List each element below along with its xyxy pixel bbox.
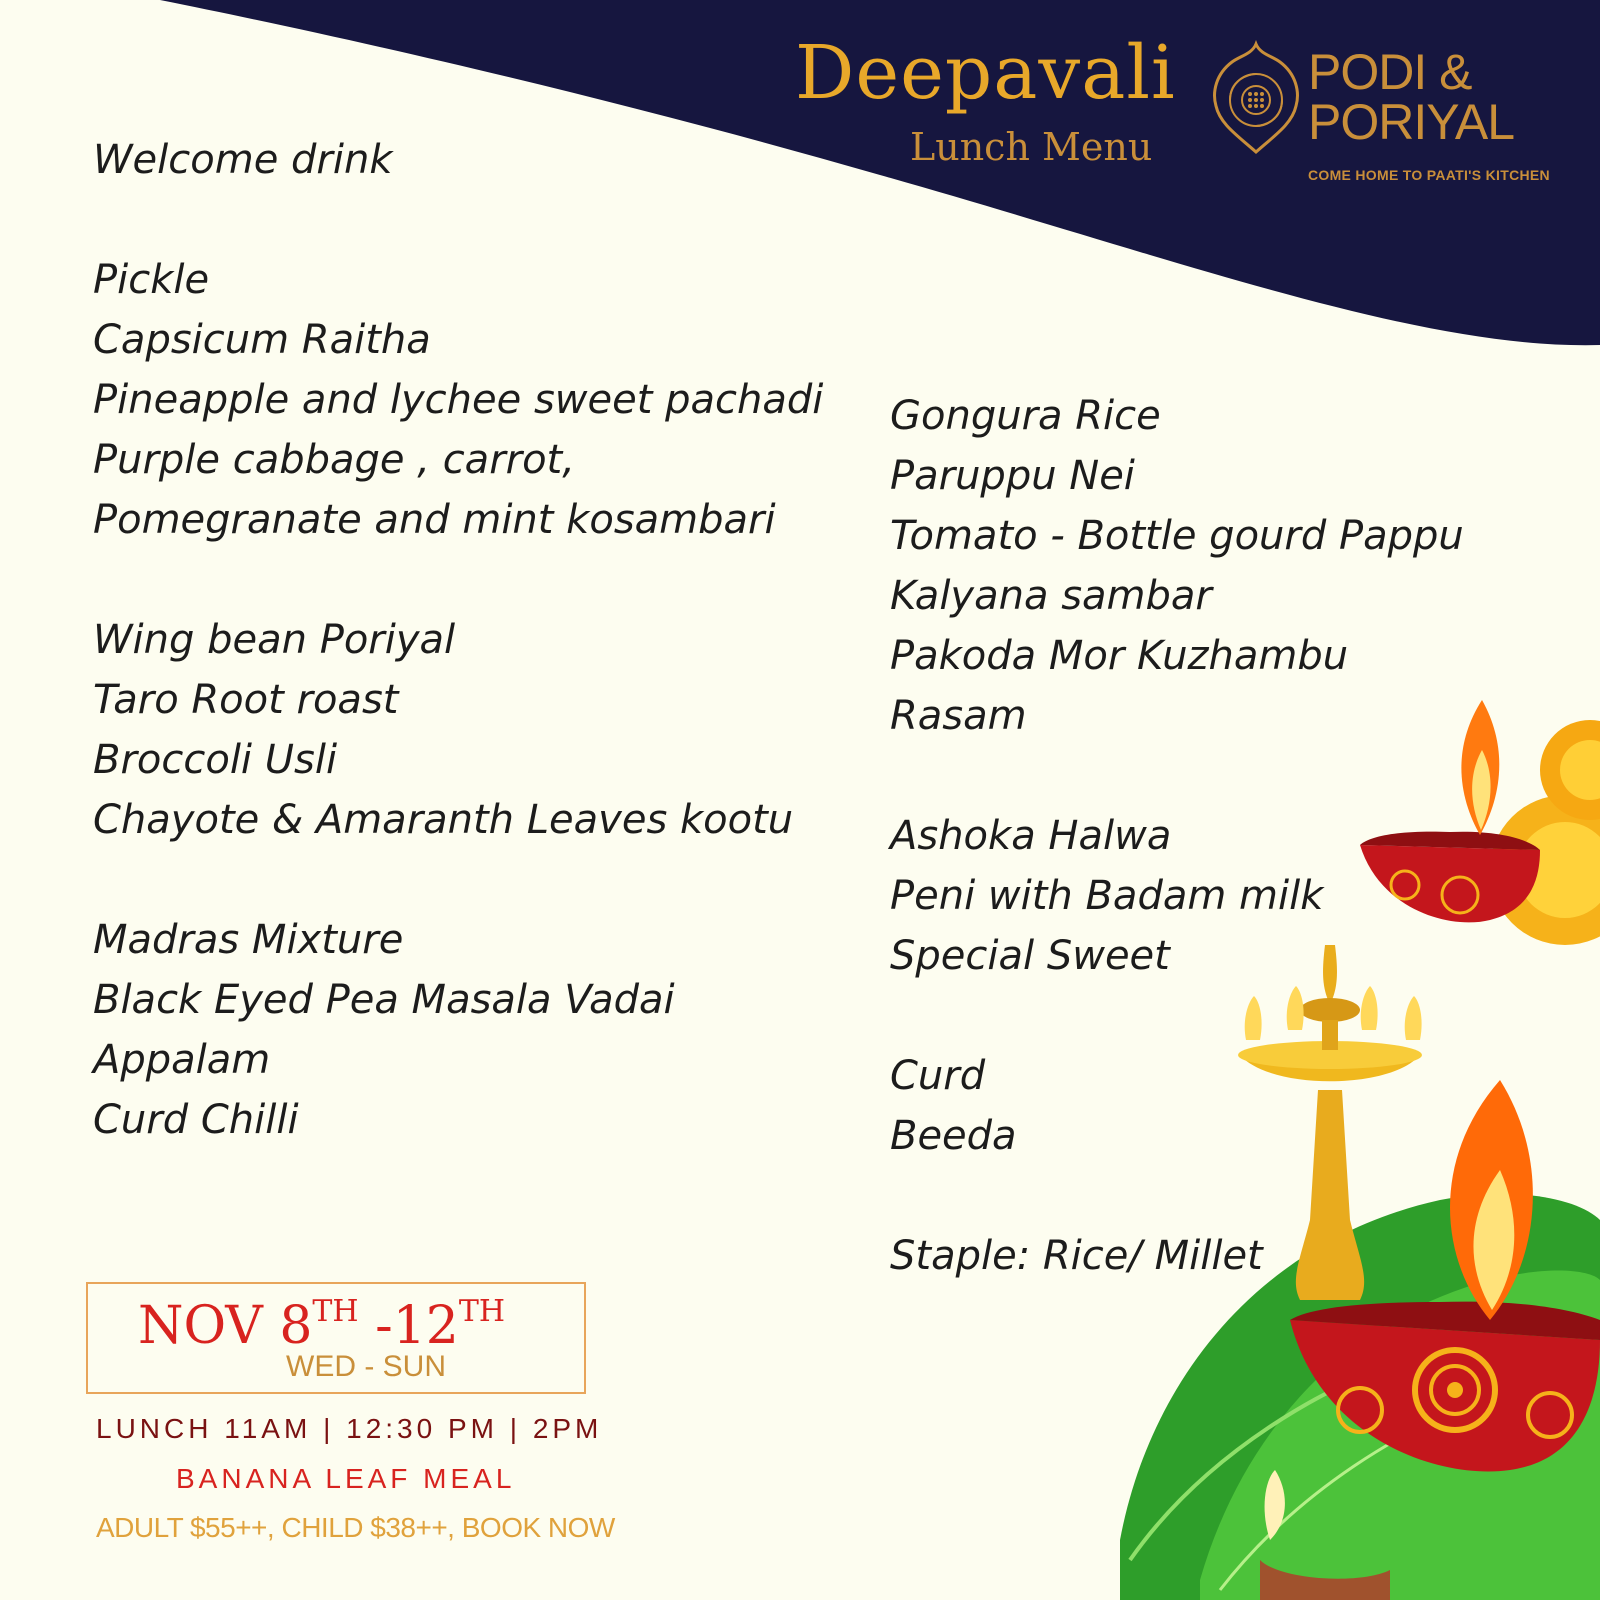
brand-logo-icon [1208, 40, 1304, 158]
menu-item: Pickle [93, 257, 210, 303]
price-book-now: ADULT $55++, CHILD $38++, BOOK NOW [96, 1512, 615, 1543]
menu-item: Special Sweet [890, 933, 1170, 979]
menu-group-spacer [93, 850, 823, 910]
menu-item: Broccoli Usli [93, 737, 338, 783]
brand-name-line2: PORIYAL [1308, 94, 1515, 150]
menu-item: Taro Root roast [93, 677, 399, 723]
event-days: WED - SUN [286, 1350, 446, 1383]
event-end-suffix: TH [458, 1294, 506, 1329]
menu-item: Pakoda Mor Kuzhambu [890, 633, 1349, 679]
menu-item: Madras Mixture [93, 917, 404, 963]
poster-subtitle: Lunch Menu [910, 125, 1153, 169]
menu-item: Black Eyed Pea Masala Vadai [93, 977, 675, 1023]
poster-title: Deepavali [795, 30, 1176, 116]
menu-item: Kalyana sambar [890, 573, 1212, 619]
menu-item: Tomato - Bottle gourd Pappu [890, 513, 1464, 559]
menu-item: Capsicum Raitha [93, 317, 431, 363]
menu-item: Peni with Badam milk [890, 873, 1324, 919]
event-dates [138, 1294, 505, 1356]
menu-item: Gongura Rice [890, 393, 1161, 439]
menu-item: Purple cabbage , carrot, [93, 437, 575, 483]
brass-lamp-icon [1323, 945, 1337, 1000]
menu-item: Welcome drink [93, 137, 393, 183]
event-month: NOV [138, 1296, 263, 1356]
menu-group-spacer [93, 190, 823, 250]
menu-item: Beeda [890, 1113, 1017, 1159]
menu-item: Chayote & Amaranth Leaves kootu [93, 797, 794, 843]
lunch-times: LUNCH 11AM | 12:30 PM | 2PM [96, 1413, 603, 1444]
menu-item: Paruppu Nei [890, 453, 1135, 499]
menu-item: Pomegranate and mint kosambari [93, 497, 776, 543]
event-start-suffix: TH [312, 1294, 359, 1329]
event-date-box [86, 1282, 586, 1394]
menu-item: Wing bean Poriyal [93, 617, 456, 663]
event-start-day: 8 [279, 1296, 313, 1356]
meal-type: BANANA LEAF MEAL [176, 1463, 516, 1494]
brand-name-line1: PODI & [1308, 44, 1472, 100]
menu-item: Curd Chilli [93, 1097, 299, 1143]
menu-item: Appalam [93, 1037, 271, 1083]
event-end-day: 12 [392, 1296, 459, 1356]
brand-tagline: COME HOME TO PAATI'S KITCHEN [1308, 167, 1550, 183]
menu-left-column [93, 130, 823, 1150]
menu-item: Staple: Rice/ Millet [890, 1233, 1263, 1279]
menu-item: Curd [890, 1053, 986, 1099]
menu-item: Ashoka Halwa [890, 813, 1172, 859]
menu-item: Rasam [890, 693, 1027, 739]
event-date-separator: - [375, 1296, 393, 1356]
diya-decoration-illustration [1060, 680, 1600, 1600]
menu-item: Pineapple and lychee sweet pachadi [93, 377, 824, 423]
menu-group-spacer [93, 550, 823, 610]
